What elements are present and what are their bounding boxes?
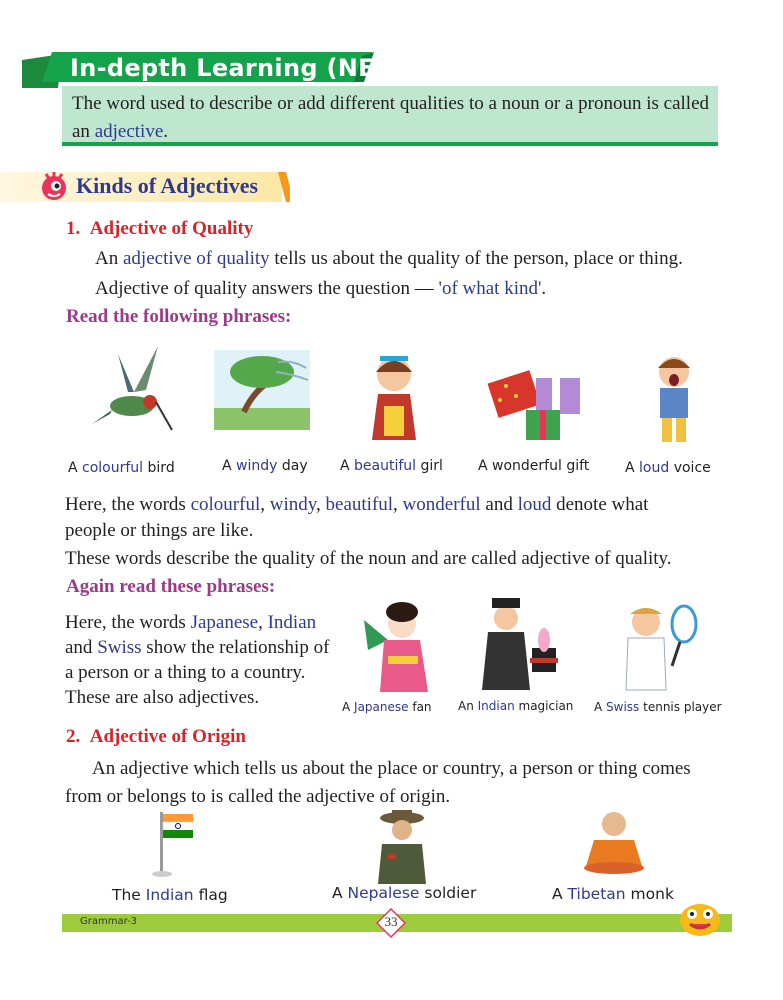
indian-flag-illustration bbox=[150, 808, 200, 880]
origin-heading: 2. Adjective of Origin bbox=[66, 726, 246, 747]
caption-swiss-tennis-player: A Swiss tennis player bbox=[594, 700, 722, 714]
japanese-woman-illustration bbox=[358, 600, 438, 696]
again-heading: Again read these phrases: bbox=[66, 576, 276, 597]
loud-boy-illustration bbox=[650, 352, 698, 448]
here-paragraph: Here, the words colourful, windy, beautiful, wonderful and loud denote what bbox=[65, 494, 649, 515]
monster-mascot-icon bbox=[36, 168, 72, 204]
hummingbird-illustration bbox=[88, 340, 178, 440]
quality-line-2: Adjective of quality answers the question — 'of what kind'. bbox=[95, 278, 547, 299]
caption-nepalese-soldier: A Nepalese soldier bbox=[332, 884, 477, 902]
nepalese-soldier-illustration bbox=[374, 808, 430, 884]
caption-loud-voice: A loud voice bbox=[625, 460, 711, 476]
origin-line-1: An adjective which tells us about the place or country, a person or thing comes bbox=[92, 758, 691, 779]
tennis-player-illustration bbox=[606, 600, 706, 696]
tibetan-monk-illustration bbox=[582, 806, 646, 876]
adjective-highlight: adjective bbox=[94, 121, 164, 142]
again-paragraph: Here, the words Japanese, Indian and Swiss show the relationship of a person or a thing to a country. These are also adjectives. bbox=[65, 612, 330, 708]
caption-wonderful-gift: A wonderful gift bbox=[478, 458, 590, 474]
footer-book-label: Grammar-3 bbox=[80, 916, 138, 927]
quality-summary: These words describe the quality of the noun and are called adjective of quality. bbox=[65, 548, 672, 569]
magician-illustration bbox=[478, 598, 562, 694]
caption-indian-magician: An Indian magician bbox=[458, 699, 574, 713]
caption-tibetan-monk: A Tibetan monk bbox=[552, 885, 674, 903]
banner-title: In-depth Learning (NEP 2020) bbox=[70, 54, 481, 82]
gift-boxes-illustration bbox=[486, 366, 586, 446]
here-paragraph-line2: people or things are like. bbox=[65, 520, 254, 541]
section-title: Kinds of Adjectives bbox=[76, 173, 259, 198]
caption-windy-day: A windy day bbox=[222, 458, 308, 474]
caption-colourful-bird: A colourful bird bbox=[68, 460, 175, 476]
caption-japanese-fan: A Japanese fan bbox=[342, 700, 432, 714]
origin-line-2: from or belongs to is called the adjective of origin. bbox=[65, 786, 451, 807]
windy-day-illustration bbox=[214, 350, 310, 430]
definition-text: The word used to describe or add different qualities to a noun or a pronoun is called an adjective. bbox=[72, 93, 710, 142]
caption-beautiful-girl: A beautiful girl bbox=[340, 458, 443, 474]
girl-illustration bbox=[366, 350, 422, 446]
yellow-monster-mascot-icon bbox=[676, 896, 724, 938]
quality-heading: 1. Adjective of Quality bbox=[66, 218, 254, 239]
read-heading: Read the following phrases: bbox=[66, 306, 292, 327]
page-number: 33 bbox=[384, 914, 398, 929]
quality-line-1: An adjective of quality tells us about the quality of the person, place or thing. bbox=[95, 248, 683, 269]
caption-indian-flag: The Indian flag bbox=[112, 886, 228, 904]
